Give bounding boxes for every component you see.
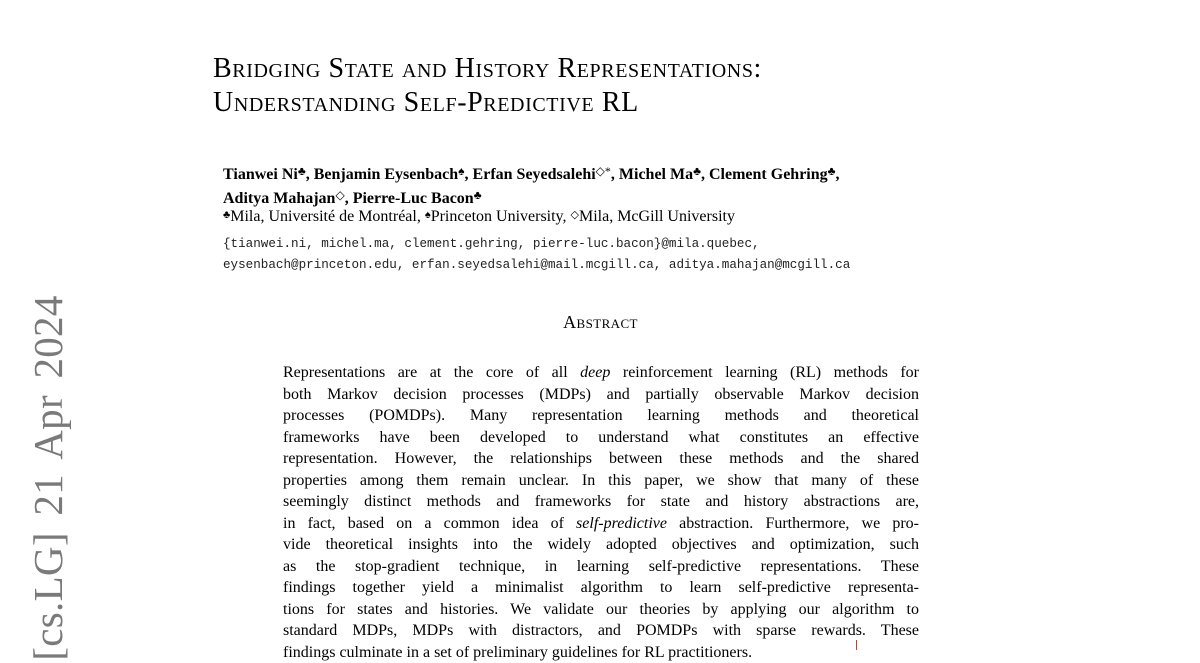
affiliations	[223, 208, 735, 226]
abstract-text: findings together yield a minimalist algorithm to learn self-predictive representa-	[283, 579, 919, 596]
abstract-line	[283, 620, 919, 642]
abstract-text: in fact, based on a common idea of	[283, 515, 576, 532]
abstract-line	[283, 491, 919, 513]
affiliation-marker: ♣	[474, 188, 482, 202]
abstract-text: findings culminate in a set of preliminary guidelines for RL practitioners.	[283, 644, 752, 661]
author-separator: ,	[836, 166, 840, 183]
affiliation-marker: ◇	[571, 209, 579, 221]
paper-title	[213, 52, 1033, 120]
author-list	[223, 161, 1023, 209]
abstract-emphasis: deep	[580, 364, 610, 381]
affiliation-marker: ◇*	[596, 164, 611, 178]
affiliation-text: Mila, McGill University	[579, 208, 735, 225]
title-line-1: Bridging State and History Representations:	[213, 52, 1033, 86]
affiliation-marker: ♣	[223, 209, 230, 221]
abstract-text: standard MDPs, MDPs with distractors, and POMDPs with sparse rewards. These	[283, 622, 919, 639]
abstract-text: reinforcement learning (RL) methods for	[610, 364, 919, 381]
email-line-1: {tianwei.ni, michel.ma, clement.gehring, pierre-luc.bacon}@mila.quebec,	[223, 234, 850, 255]
author-emails	[223, 234, 850, 276]
abstract-line	[283, 577, 919, 599]
abstract-line	[283, 470, 919, 492]
author-name: Erfan Seyedsalehi	[473, 166, 596, 183]
abstract-text: tions for states and histories. We validate our theories by applying our algorithm to	[283, 601, 919, 618]
abstract-text: vide theoretical insights into the widely adopted objectives and optimization, such	[283, 536, 919, 553]
affiliation-marker: ♠	[458, 164, 464, 178]
arxiv-stamp: [cs.LG] 21 Apr 2024	[24, 295, 72, 660]
author-name: Clement Gehring	[709, 166, 828, 183]
affiliation-marker: ◇	[335, 188, 344, 202]
abstract-heading	[0, 312, 1200, 333]
abstract-line	[283, 405, 919, 427]
author-separator: ,	[465, 166, 473, 183]
author-separator: ,	[611, 166, 619, 183]
abstract-text: representation. However, the relationships between these methods and the shared	[283, 450, 919, 467]
affiliation-text: Mila, Université de Montréal,	[230, 208, 425, 225]
author-name: Tianwei Ni	[223, 166, 298, 183]
author-name: Aditya Mahajan	[223, 190, 335, 207]
email-line-2: eysenbach@princeton.edu, erfan.seyedsalehi@mail.mcgill.ca, aditya.mahajan@mcgill.ca	[223, 255, 850, 276]
abstract-emphasis: self-predictive	[576, 515, 667, 532]
abstract-line	[283, 599, 919, 621]
abstract-line	[283, 362, 919, 384]
author-line-2	[223, 185, 1023, 209]
abstract-text: frameworks have been developed to understand what constitutes an effective	[283, 429, 919, 446]
author-line-1	[223, 161, 1023, 185]
author-name: Michel Ma	[619, 166, 693, 183]
affiliation-marker: ♠	[425, 209, 431, 221]
abstract-line	[283, 384, 919, 406]
abstract-body	[283, 362, 919, 663]
author-name: Benjamin Eysenbach	[314, 166, 458, 183]
author-separator: ,	[306, 166, 314, 183]
abstract-heading-text: Abstract	[563, 312, 638, 333]
affiliation-marker: ♣	[828, 164, 836, 178]
abstract-line	[283, 642, 919, 663]
abstract-line	[283, 427, 919, 449]
abstract-text: as the stop-gradient technique, in learning self-predictive representations. These	[283, 558, 919, 575]
abstract-text: properties among them remain unclear. In this paper, we show that many of these	[283, 472, 919, 489]
abstract-line	[283, 513, 919, 535]
abstract-line	[283, 534, 919, 556]
abstract-text: abstraction. Furthermore, we pro-	[667, 515, 919, 532]
affiliation-marker: ♣	[693, 164, 701, 178]
author-name: Pierre-Luc Bacon	[353, 190, 474, 207]
abstract-line	[283, 556, 919, 578]
author-separator: ,	[345, 190, 353, 207]
abstract-line	[283, 448, 919, 470]
abstract-text: Representations are at the core of all	[283, 364, 580, 381]
title-line-2: Understanding Self-Predictive RL	[213, 86, 1033, 120]
text-cursor-mark	[856, 640, 857, 650]
affiliation-marker: ♣	[298, 164, 306, 178]
abstract-text: both Markov decision processes (MDPs) and partially observable Markov decision	[283, 386, 919, 403]
abstract-text: processes (POMDPs). Many representation learning methods and theoretical	[283, 407, 919, 424]
abstract-text: seemingly distinct methods and frameworks for state and history abstractions are,	[283, 493, 919, 510]
author-separator: ,	[701, 166, 709, 183]
affiliation-text: Princeton University,	[431, 208, 571, 225]
